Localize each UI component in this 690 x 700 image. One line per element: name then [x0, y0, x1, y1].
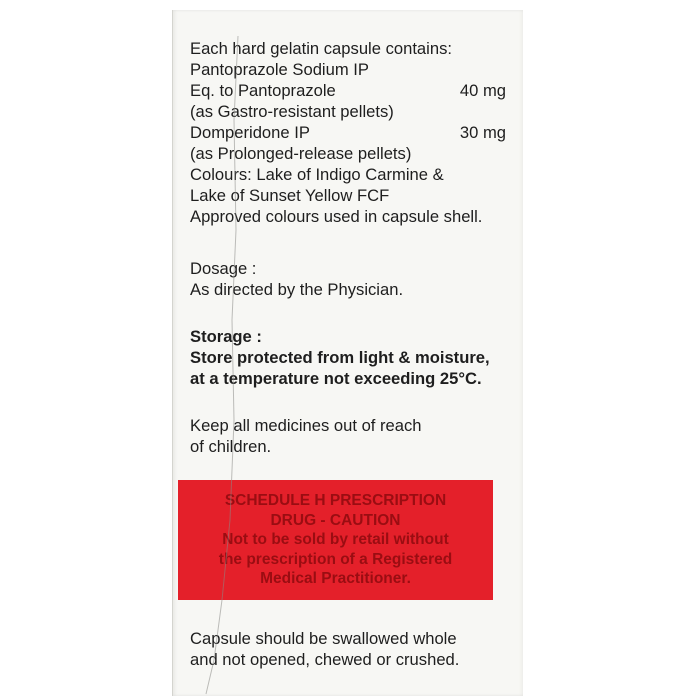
pellets-gastro: (as Gastro-resistant pellets): [190, 102, 394, 121]
swallow-instruction: [190, 628, 520, 670]
domperidone-row: [190, 122, 506, 143]
warning-line-2: DRUG - CAUTION: [270, 511, 401, 529]
swallow-line-1: Capsule should be swallowed whole: [190, 629, 457, 648]
children-line-2: of children.: [190, 437, 272, 456]
swallow-line-2: and not opened, chewed or crushed.: [190, 650, 460, 669]
schedule-h-warning-box: [178, 480, 493, 600]
warning-line-5: Medical Practitioner.: [260, 570, 411, 587]
domperidone-amount: 30 mg: [459, 123, 506, 142]
pellets-prolonged: (as Prolonged-release pellets): [190, 144, 412, 163]
children-warning: [190, 415, 520, 457]
children-line-1: Keep all medicines out of reach: [190, 416, 422, 435]
storage-block: [190, 326, 520, 389]
storage-heading: Storage :: [190, 327, 262, 346]
colours-line-1: Colours: Lake of Indigo Carmine &: [190, 165, 444, 184]
colours-line-3: Approved colours used in capsule shell.: [190, 207, 483, 226]
storage-line-1: Store protected from light & moisture,: [190, 348, 490, 367]
composition-block: [190, 38, 520, 227]
pantoprazole-row: [190, 80, 506, 101]
warning-line-1: SCHEDULE H PRESCRIPTION: [224, 492, 447, 509]
colours-line-2: Lake of Sunset Yellow FCF: [190, 186, 390, 205]
pantoprazole-sodium: Pantoprazole Sodium IP: [190, 60, 369, 79]
pantoprazole-label: Eq. to Pantoprazole: [190, 81, 336, 100]
storage-line-2: at a temperature not exceeding 25°C.: [190, 369, 482, 388]
warning-line-3: Not to be sold by retail without: [222, 531, 449, 548]
dosage-heading: Dosage :: [190, 259, 257, 278]
pantoprazole-amount: 40 mg: [459, 81, 506, 100]
dosage-text: As directed by the Physician.: [190, 280, 404, 299]
warning-line-4: the prescription of a Registered: [218, 550, 453, 568]
domperidone-label: Domperidone IP: [190, 123, 310, 142]
composition-intro: Each hard gelatin capsule contains:: [190, 39, 452, 58]
dosage-block: [190, 258, 520, 300]
